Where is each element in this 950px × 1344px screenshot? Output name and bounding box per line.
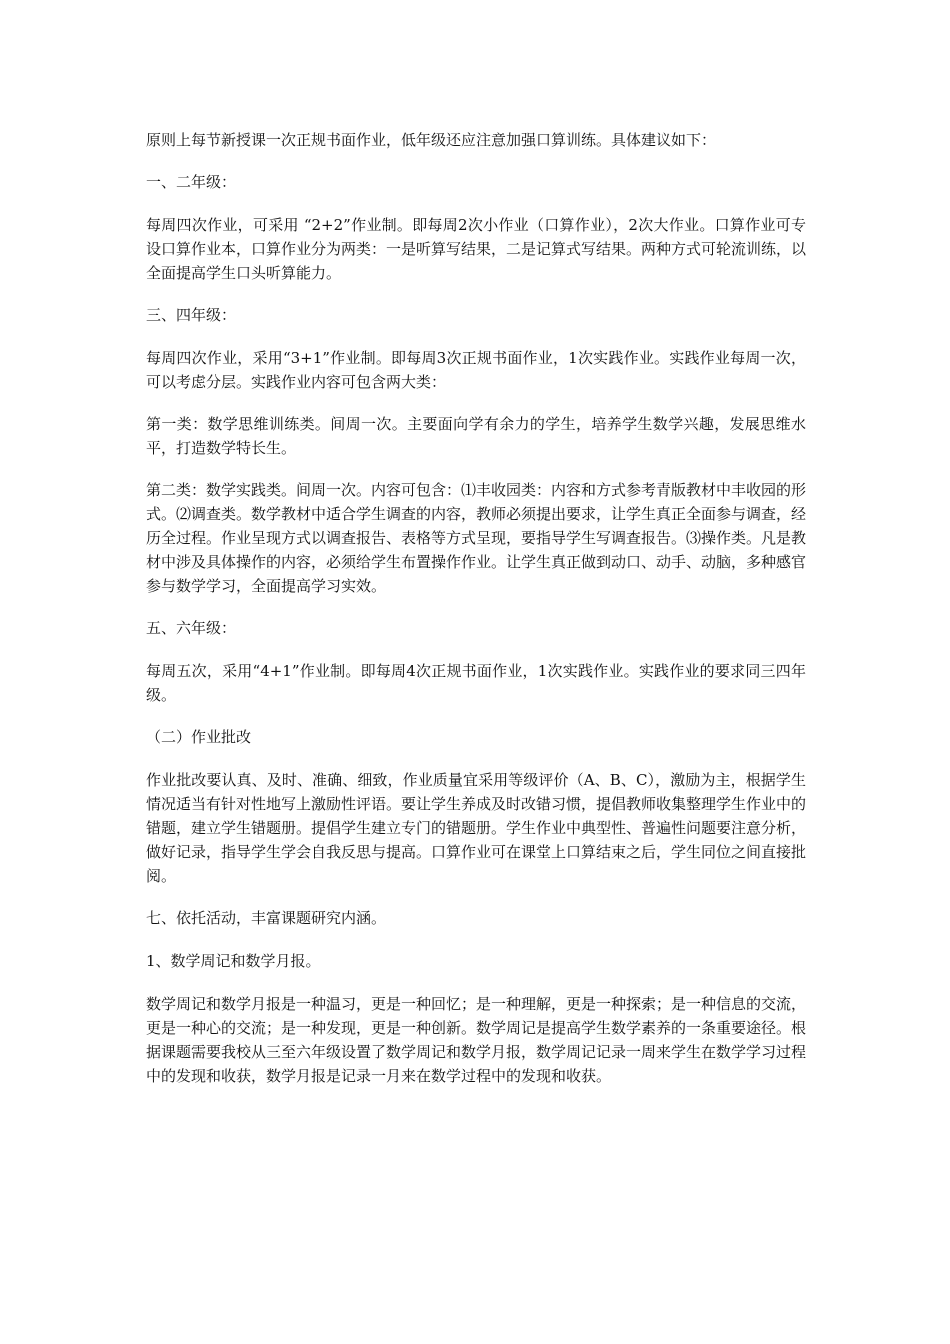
grade4-paragraph: 每周四次作业，采用“3+1”作业制。即每周3次正规书面作业，1次实践作业。实践作业每周一次，可以考虑分层。实践作业内容可包含两大类： (146, 349, 806, 391)
section2-paragraph: 作业批改要认真、及时、准确、细致，作业质量宜采用等级评价（A、B、C），激励为主，根据学生情况适当有针对性地写上激励性评语。要让学生养成及时改错习惯，提倡教师收集整理学生作业中的错题，建立学生错题册。提倡学生建立专门的错题册。学生作业中典型性、普遍性问题要注意分析，做好记录，指导学生学会自我反思与提高。口算作业可在课堂上口算结束之后，学生同位之间直接批阅。 (146, 771, 807, 885)
item1-paragraph: 数学周记和数学月报是一种温习，更是一种回忆；是一种理解，更是一种探索；是一种信息的交流，更是一种心的交流；是一种发现，更是一种创新。数学周记是提高学生数学素养的一条重要途径。根据课题需要我校从三至六年级设置了数学周记和数学月报，数学周记记录一周来学生在数学学习过程中的发现和收获，数学月报是记录一月来在数学过程中的发现和收获。 (146, 995, 807, 1085)
grade6-paragraph: 每周五次，采用“4+1”作业制。即每周4次正规书面作业，1次实践作业。实践作业的要求同三四年级。 (146, 662, 806, 704)
document-page (146, 128, 806, 1106)
type2-paragraph: 第二类：数学实践类。间周一次。内容可包含：⑴丰收园类：内容和方式参考青版教材中丰收园的形式。⑵调查类。数学教材中适合学生调查的内容，教师必须提出要求，让学生真正全面参与调查，经历全过程。作业呈现方式以调查报告、表格等方式呈现，要指导学生写调查报告。⑶操作类。凡是教材中涉及具体操作的内容，必须给学生布置操作作业。让学生真正做到动口、动手、动脑，多种感官参与数学学习，全面提高学习实效。 (146, 481, 807, 595)
intro-paragraph: 原则上每节新授课一次正规书面作业，低年级还应注意加强口算训练。具体建议如下： (146, 131, 717, 149)
grade4-heading: 三、四年级： (146, 306, 237, 324)
section7-heading: 七、依托活动，丰富课题研究内涵。 (146, 909, 387, 927)
grade2-paragraph: 每周四次作业，可采用 “2+2”作业制。即每周2次小作业（口算作业），2次大作业。口算作业可专设口算作业本，口算作业分为两类：一是听算写结果，二是记算式写结果。两种方式可轮流训练，以全面提高学生口头听算能力。 (146, 216, 807, 282)
item1-heading: 1、数学周记和数学月报。 (146, 952, 321, 970)
grade2-heading: 一、二年级： (146, 173, 237, 191)
section2-heading: （二）作业批改 (146, 728, 252, 746)
type1-paragraph: 第一类：数学思维训练类。间周一次。主要面向学有余力的学生，培养学生数学兴趣，发展思维水平，打造数学特长生。 (146, 415, 806, 457)
grade6-heading: 五、六年级： (146, 619, 237, 637)
